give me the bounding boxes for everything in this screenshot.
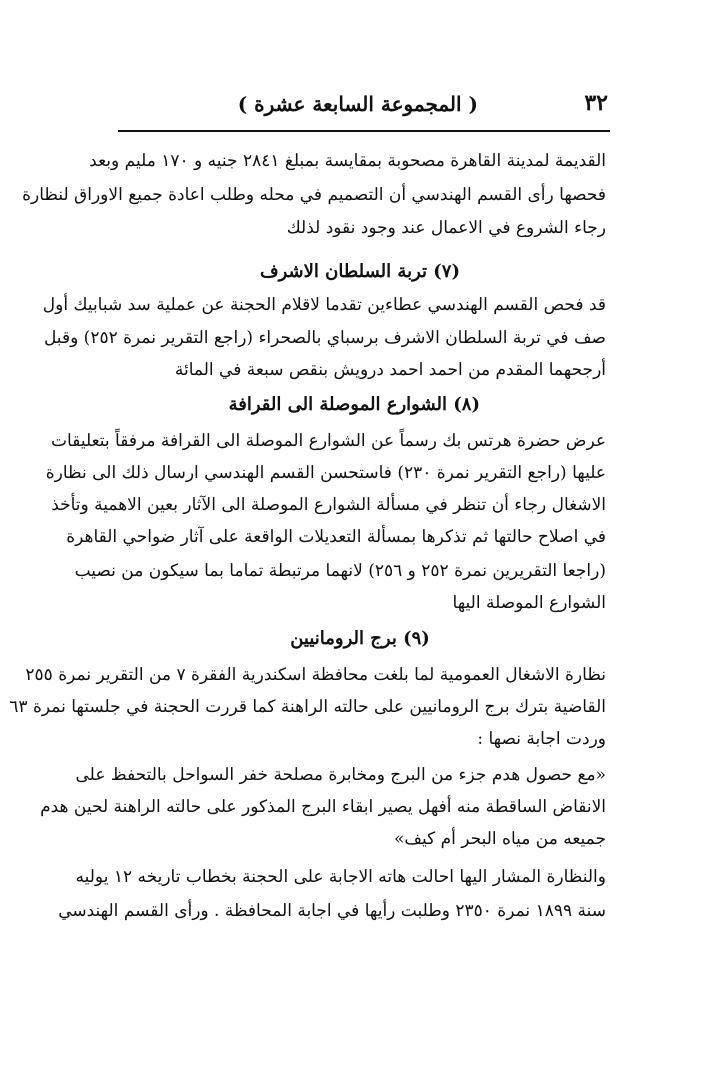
- text-line: عرض حضرة هرتس بك رسماً عن الشوارع الموصلة الى القرافة مرفقاً بتعليقات: [51, 431, 606, 451]
- text-line: (راجعا التقريرين نمرة ٢٥٢ و ٢٥٦) لانهما مرتبطة تماما بما سيكون من نصيب: [74, 561, 606, 581]
- section-heading-7: (٧) تربة السلطان الاشرف: [259, 261, 460, 282]
- text-line: الاشغال رجاء أن تنظر في مسألة الشوارع الموصلة الى الآثار بعين الاهمية وتأخذ: [51, 495, 606, 515]
- section-heading-9: (٩) برج الرومانيين: [290, 628, 430, 649]
- text-line: في اصلاح حالتها ثم تذكرها بمسألة التعديلات الواقعة على آثار ضواحي القاهرة: [66, 527, 606, 547]
- header-rule: [118, 130, 610, 132]
- running-title: ( المجموعة السابعة عشرة ): [237, 92, 478, 116]
- quote-line: «مع حصول هدم جزء من البرج ومخابرة مصلحة خفر السواحل بالتحفظ على: [75, 765, 606, 785]
- page-number: ٣٢: [584, 90, 608, 116]
- text-line: رجاء الشروع في الاعمال عند وجود نقود لذلك: [286, 218, 606, 238]
- text-line: القاضية بترك برج الرومانيين على حالته الراهنة كما قررت الحجنة في جلستها نمرة ٦٣: [9, 697, 606, 717]
- text-line: سنة ١٨٩٩ نمرة ٢٣٥٠ وطلبت رأيها في اجابة المحافظة . ورأى القسم الهندسي: [58, 901, 606, 921]
- text-line: فحصها رأى القسم الهندسي أن التصميم في محله وطلب اعادة جميع الاوراق لنظارة: [22, 185, 606, 205]
- text-line: نظارة الاشغال العمومية لما بلغت محافظة اسكندرية الفقرة ٧ من التقرير نمرة ٢٥٥: [25, 665, 606, 685]
- text-line: أرجحهما المقدم من احمد احمد درويش بنقص سبعة في المائة: [174, 360, 606, 380]
- text-line: وردت اجابة نصها :: [477, 729, 606, 749]
- text-line: الشوارع الموصلة اليها: [452, 593, 606, 613]
- text-line: عليها (راجع التقرير نمرة ٢٣٠) فاستحسن القسم الهندسي ارسال ذلك الى نظارة: [45, 463, 606, 483]
- quote-line: الانقاض الساقطة منه أفهل يصير ابقاء البرج المذكور على حالته الراهنة لحين هدم: [40, 797, 606, 817]
- text-line: صف في تربة السلطان الاشرف برسباي بالصحراء (راجع التقرير نمرة ٢٥٢) وقبل: [43, 328, 606, 348]
- quote-line: جميعه من مياه البحر أم كيف»: [393, 829, 606, 849]
- text-line: والنظارة المشار اليها احالت هاته الاجابة على الحجنة بخطاب تاريخه ١٢ يوليه: [75, 867, 606, 887]
- text-line: قد فحص القسم الهندسي عطاءين تقدما لاقلام الحجنة عن عملية سد شبابيك أول: [42, 295, 606, 315]
- text-line: القديمة لمدينة القاهرة مصحوبة بمقايسة بمبلغ ٢٨٤١ جنيه و ١٧٠ مليم وبعد: [89, 151, 606, 171]
- section-heading-8: (٨) الشوارع الموصلة الى القرافة: [228, 394, 480, 415]
- page-header: [118, 88, 608, 128]
